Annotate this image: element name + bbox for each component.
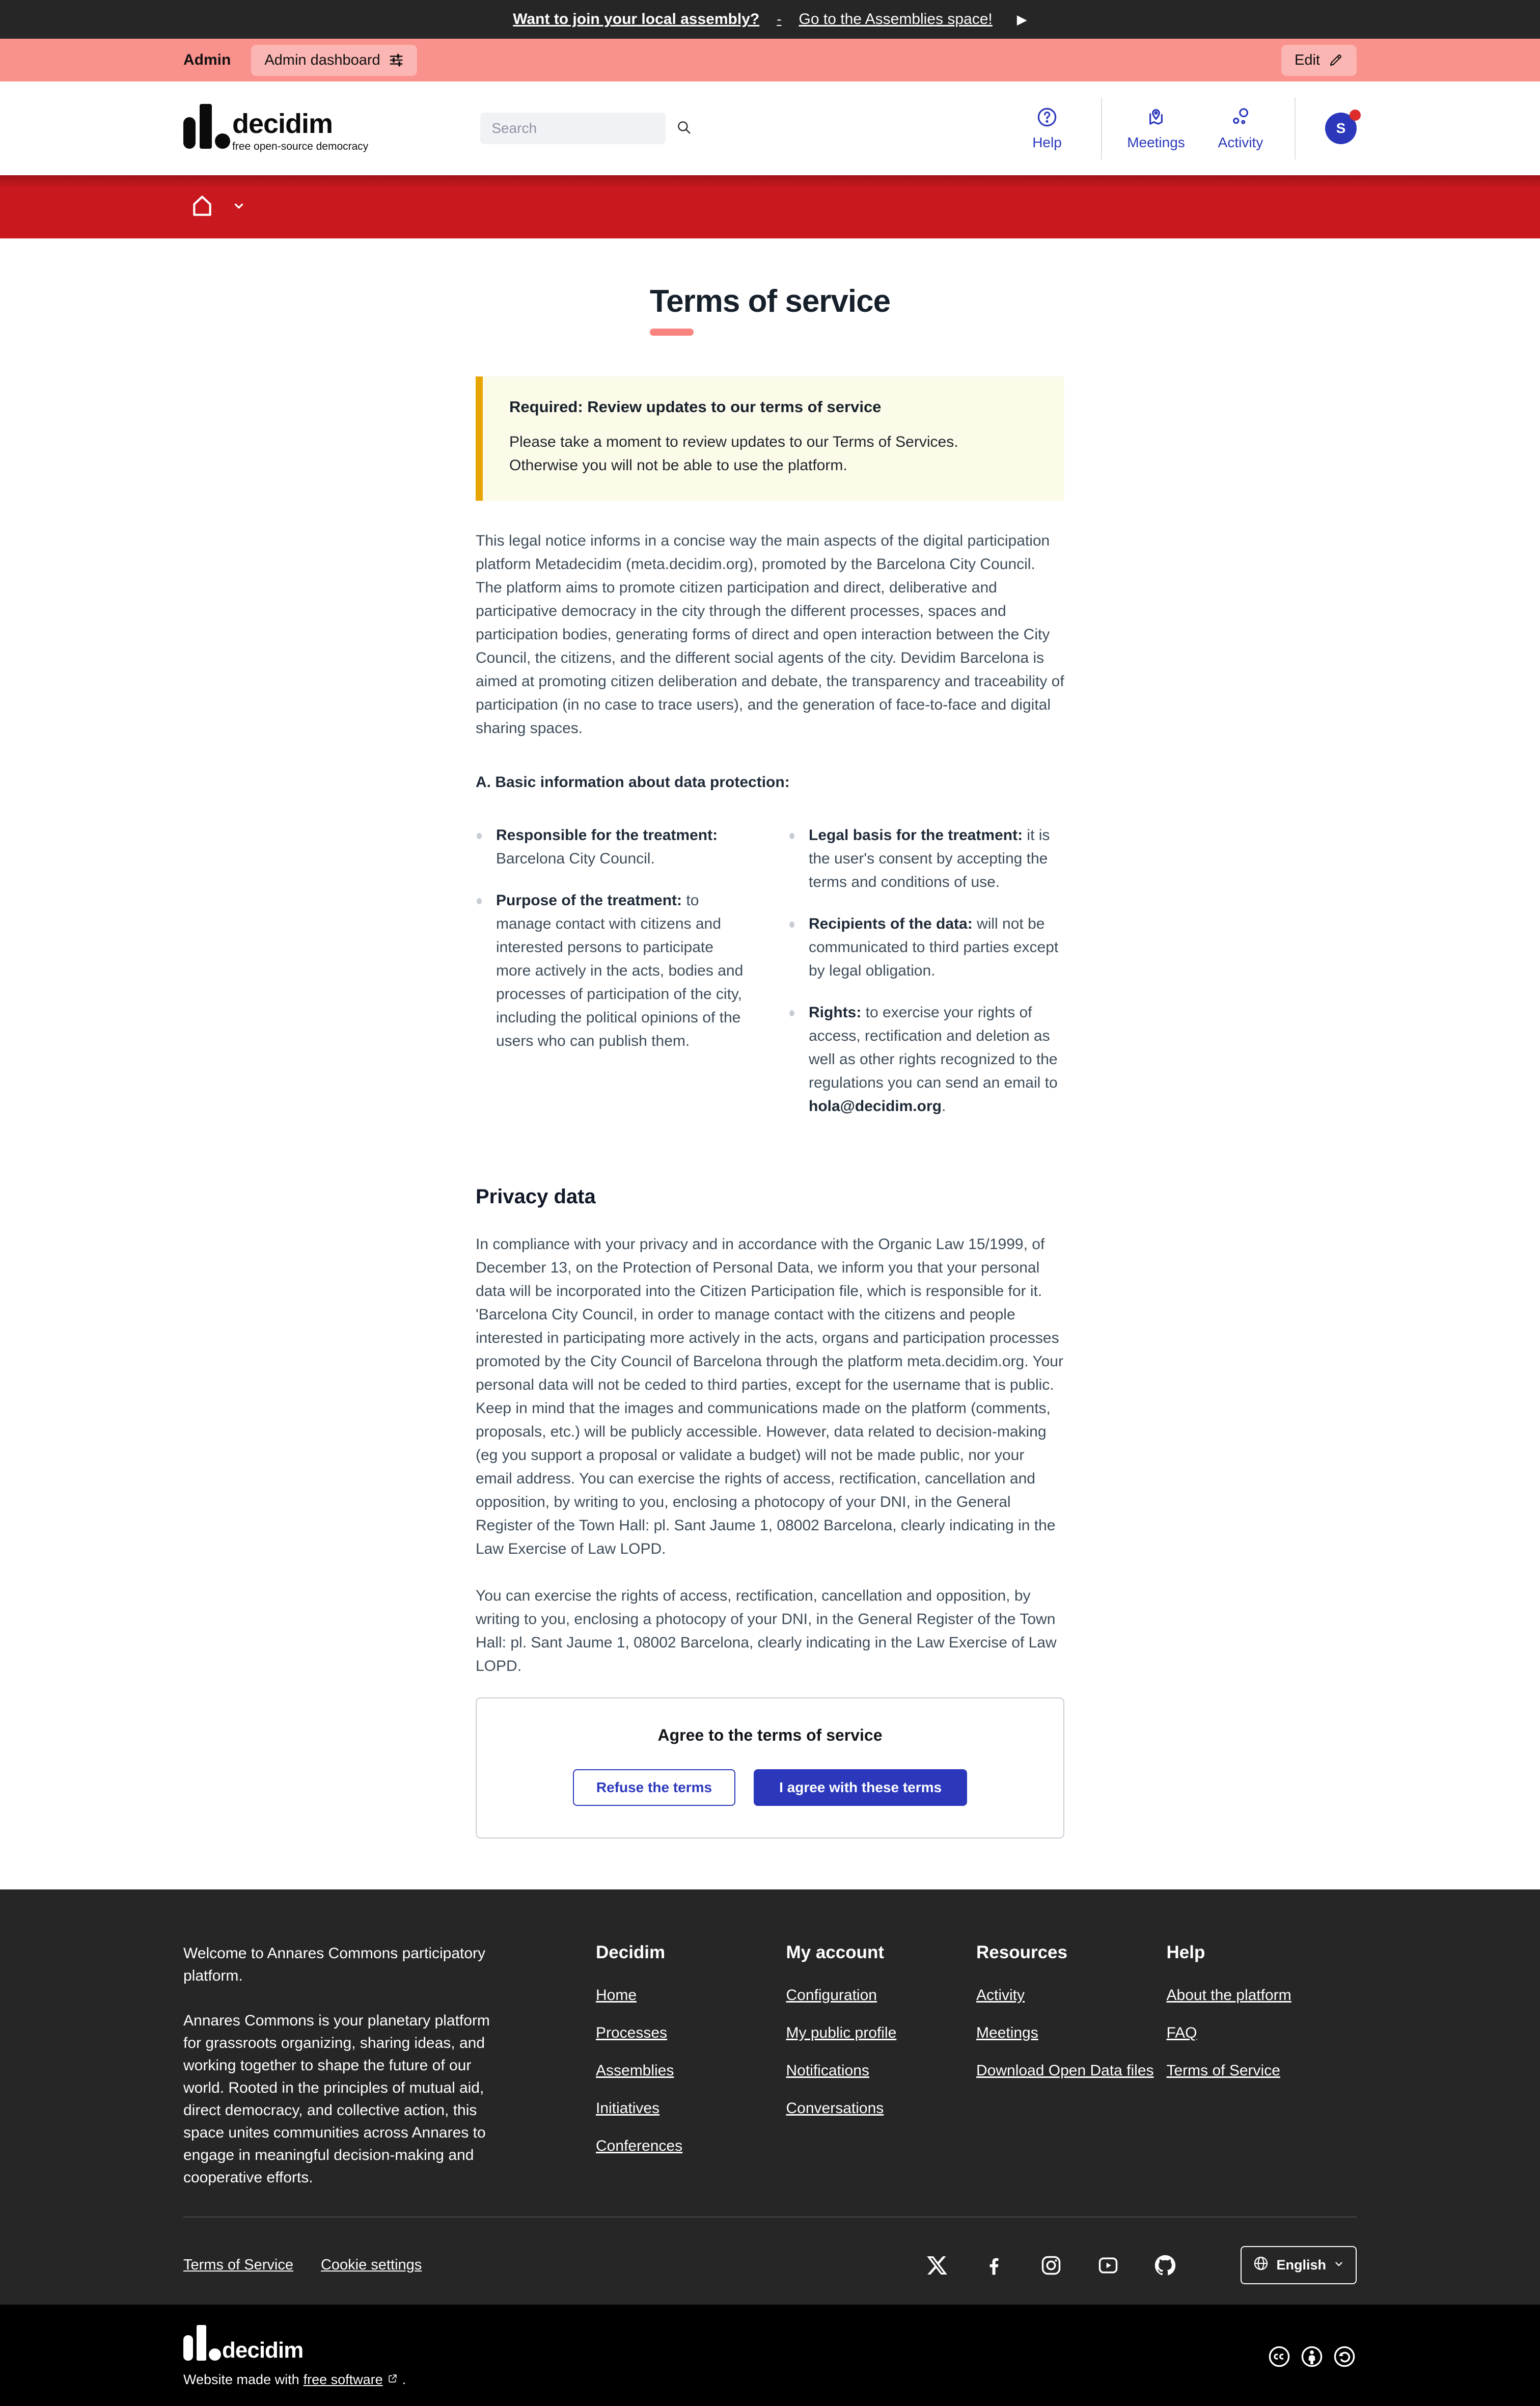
globe-icon — [1253, 2255, 1269, 2275]
avatar-initial: S — [1336, 120, 1346, 136]
admin-label: Admin — [183, 51, 231, 68]
footer-link-about-platform[interactable]: About the platform — [1166, 1987, 1291, 2004]
nav-activity-label: Activity — [1218, 134, 1263, 150]
list-item — [476, 889, 752, 1053]
pencil-icon — [1328, 52, 1343, 68]
list-item-text: to exercise your rights of access, rectification and deletion as well as other rights recognized to the regulations you can send an email to — [809, 1004, 1058, 1091]
agree-terms-title: Agree to the terms of service — [657, 1726, 883, 1744]
search-icon[interactable] — [675, 119, 693, 139]
header-divider — [1295, 97, 1296, 159]
activity-icon — [1230, 106, 1251, 130]
footer-description: Annares Commons is your planetary platform for grassroots organizing, sharing ideas, and working together to shape the future of our world. Rooted in the principles of mutual aid, direct democracy, and collective action, this space unites communities across Annares to engage in meaningful decision-making and cooperative efforts. — [183, 2012, 490, 2186]
join-assembly-link[interactable]: Want to join your local assembly? — [513, 11, 760, 28]
footer-link-terms[interactable]: Terms of Service — [1166, 2062, 1280, 2079]
cookie-settings-link[interactable]: Cookie settings — [320, 2257, 422, 2273]
footer-column-title: Help — [1166, 1942, 1205, 1962]
footer-column-title: Resources — [976, 1942, 1067, 1962]
nav-meetings[interactable] — [1125, 106, 1187, 151]
title-underline — [650, 329, 694, 336]
nav-help-label: Help — [1032, 134, 1062, 150]
header-divider — [1101, 97, 1102, 159]
list-item — [788, 824, 1064, 894]
list-item — [476, 824, 752, 871]
footer-column-title: My account — [786, 1942, 885, 1962]
decidim-logo-mark — [183, 104, 232, 153]
page-title: Terms of service — [649, 284, 891, 319]
decidim-footer-logo-mark — [183, 2325, 222, 2364]
legal-notice-paragraph: This legal notice informs in a concise way the main aspects of the digital participation platform Metadecidim (meta.decidim.org), promoted by the Barcelona City Council. The platform aims to promote citizen participation and direct, deliberative and participative democracy in the city through the different processes, spaces and participation bodies, generating forms of direct and open interaction between the City Council, the citizens, and the different social agents of the city. Devidim Barcelona is aimed at promoting citizen deliberation and debate, the transparency and traceability of participation (in no case to trace users), and the generation of face-to-face and digital sharing spaces. — [476, 532, 1064, 737]
nav-activity[interactable] — [1210, 106, 1271, 151]
data-protection-list-left — [476, 824, 752, 1137]
footer-column-decidim — [596, 1942, 786, 2189]
data-protection-list — [476, 824, 1064, 1137]
site-header — [0, 82, 1540, 175]
arrow-right-icon: ▶ — [1016, 11, 1027, 27]
callout-title: Required: Review updates to our terms of service — [509, 398, 882, 416]
nav-dropdown-toggle[interactable] — [232, 199, 245, 215]
site-footer — [0, 1889, 1540, 2305]
decidim-footer-logo[interactable] — [183, 2325, 406, 2364]
edit-label: Edit — [1295, 51, 1320, 68]
cc-sa-icon[interactable] — [1332, 2344, 1357, 2369]
footer-link-faq[interactable]: FAQ — [1166, 2024, 1197, 2041]
decidim-logo[interactable] — [183, 104, 368, 153]
sliders-icon — [389, 52, 404, 68]
map-pin-icon — [1145, 106, 1167, 130]
made-with-prefix: Website made with — [183, 2372, 299, 2387]
logo-wordmark: decidim — [232, 109, 333, 139]
external-link-icon — [387, 2372, 398, 2388]
made-with-text — [183, 2372, 406, 2388]
footer-link-processes[interactable]: Processes — [596, 2024, 668, 2041]
facebook-icon[interactable] — [983, 2254, 1005, 2277]
list-item — [788, 912, 1064, 983]
chevron-down-icon — [1333, 2257, 1344, 2273]
list-item-text: Barcelona City Council. — [496, 850, 655, 867]
made-with-suffix: . — [402, 2372, 406, 2387]
main-nav-bar — [0, 175, 1540, 238]
creative-commons-icons — [1267, 2344, 1357, 2369]
home-icon — [189, 193, 215, 221]
notification-dot — [1350, 110, 1361, 121]
list-item-label: Responsible for the treatment: — [496, 827, 718, 844]
data-protection-list-right — [788, 824, 1064, 1137]
github-icon[interactable] — [1154, 2254, 1176, 2277]
list-item-label: Rights: — [809, 1004, 862, 1021]
list-item-text: it is the user's consent by accepting the terms and conditions of use. — [809, 827, 1050, 890]
footer-column-help — [1167, 1942, 1357, 2189]
callout-body: Please take a moment to review updates to our Terms of Services. Otherwise you will not be able to use the platform. — [509, 434, 958, 474]
nav-meetings-label: Meetings — [1127, 134, 1185, 150]
footer-column-title: Decidim — [596, 1942, 666, 1962]
logo-tagline: free open-source democracy — [232, 141, 369, 152]
list-item-text: . — [941, 1098, 946, 1115]
footer-column-my-account — [786, 1942, 977, 2189]
footer-link-meetings[interactable]: Meetings — [976, 2024, 1038, 2041]
free-software-link[interactable]: free software — [303, 2372, 383, 2387]
footer-link-conferences[interactable]: Conferences — [596, 2138, 683, 2154]
footer-about — [183, 1942, 509, 2189]
social-links — [926, 2246, 1357, 2284]
main-content — [0, 238, 1540, 1889]
list-item-text: will not be communicated to third parties except by legal obligation. — [809, 915, 1059, 979]
language-selector[interactable] — [1241, 2246, 1357, 2284]
youtube-icon[interactable] — [1097, 2254, 1119, 2277]
user-avatar[interactable] — [1325, 113, 1357, 144]
refuse-terms-button[interactable]: Refuse the terms — [573, 1769, 735, 1806]
announcement-separator: - — [777, 11, 782, 27]
privacy-paragraph-2: You can exercise the rights of access, rectification, cancellation and opposition, by writing to you, enclosing a photocopy of your DNI, in the General Register of the Town Hall: pl. Sant Jaume 1, 08002 Barcelona, clearly indicating in the Law Exercise of Law LOPD. — [476, 1587, 1057, 1674]
bottom-terms-link[interactable]: Terms of Service — [183, 2257, 293, 2273]
cc-icon[interactable] — [1267, 2344, 1291, 2369]
admin-dashboard-button[interactable] — [251, 45, 417, 76]
announcement-bar — [0, 0, 1540, 39]
admin-bar — [0, 39, 1540, 82]
footer-link-notifications[interactable]: Notifications — [786, 2062, 869, 2079]
subfooter — [0, 2305, 1540, 2406]
cc-by-icon[interactable] — [1300, 2344, 1324, 2369]
header-nav — [1016, 97, 1357, 159]
help-icon — [1036, 106, 1058, 130]
footer-divider — [183, 2216, 1357, 2218]
list-item-label: Purpose of the treatment: — [496, 892, 682, 909]
footer-link-assemblies[interactable]: Assemblies — [596, 2062, 674, 2079]
privacy-paragraph-1: In compliance with your privacy and in accordance with the Organic Law 15/1999, of December 13, on the Protection of Personal Data, we inform you that your personal data will be incorporated into the Citizen Participation file, which is responsible for it. 'Barcelona City Council, in order to manage contact with the citizens and people interested in participating more actively in the acts, organs and participation processes promoted by the City Council of Barcelona through the platform meta.decidim.org. Your personal data will not be ceded to third parties, except for the username that is public. Keep in mind that the images and communications made on the platform (comments, proposals, etc.) will be publicly accessible. However, data related to decision-making (eg you support a proposal or validate a budget) will not be made public, nor your email address. You can exercise the rights of access, rectification, cancellation and opposition, by writing to you, enclosing a photocopy of your DNI, in the General Register of the Town Hall: pl. Sant Jaume 1, 08002 Barcelona, clearly indicating in the Law Exercise of Law LOPD. — [476, 1236, 1063, 1557]
footer-link-activity[interactable]: Activity — [976, 1987, 1025, 2004]
agree-terms-card — [476, 1697, 1064, 1839]
footer-link-conversations[interactable]: Conversations — [786, 2100, 884, 2117]
list-item-label: Legal basis for the treatment: — [809, 827, 1023, 844]
contact-email: hola@decidim.org — [809, 1098, 942, 1115]
chevron-down-icon — [232, 199, 245, 215]
footer-link-home[interactable]: Home — [596, 1987, 637, 2004]
admin-dashboard-label: Admin dashboard — [264, 51, 380, 68]
x-twitter-icon[interactable] — [926, 2254, 948, 2277]
list-item-text: to manage contact with citizens and interested persons to participate more actively in the acts, bodies and processes of participation of the city, including the political opinions of the users who can publish them. — [496, 892, 744, 1049]
language-label: English — [1276, 2257, 1326, 2273]
search-input[interactable] — [491, 120, 675, 137]
footer-welcome-text: Welcome to Annares Commons participatory platform. — [183, 1945, 486, 1984]
footer-link-configuration[interactable]: Configuration — [786, 1987, 877, 2004]
list-item-label: Recipients of the data: — [809, 915, 973, 932]
nav-help[interactable] — [1016, 106, 1078, 151]
footer-logo-wordmark: decidim — [222, 2338, 304, 2363]
privacy-data-heading: Privacy data — [476, 1185, 596, 1208]
footer-link-open-data[interactable]: Download Open Data files — [976, 2062, 1154, 2079]
data-protection-heading: A. Basic information about data protection: — [476, 774, 790, 791]
required-review-callout — [476, 376, 1064, 501]
edit-button[interactable] — [1281, 45, 1357, 76]
footer-link-initiatives[interactable]: Initiatives — [596, 2100, 660, 2117]
instagram-icon[interactable] — [1040, 2254, 1062, 2277]
decidim-logo-text — [232, 110, 368, 153]
list-item — [788, 1001, 1064, 1118]
assemblies-space-link[interactable]: Go to the Assemblies space! — [799, 11, 993, 28]
footer-link-my-public-profile[interactable]: My public profile — [786, 2024, 897, 2041]
home-button[interactable] — [189, 193, 215, 221]
agree-terms-button[interactable]: I agree with these terms — [754, 1769, 967, 1806]
search-box — [480, 113, 666, 144]
footer-column-resources — [976, 1942, 1167, 2189]
